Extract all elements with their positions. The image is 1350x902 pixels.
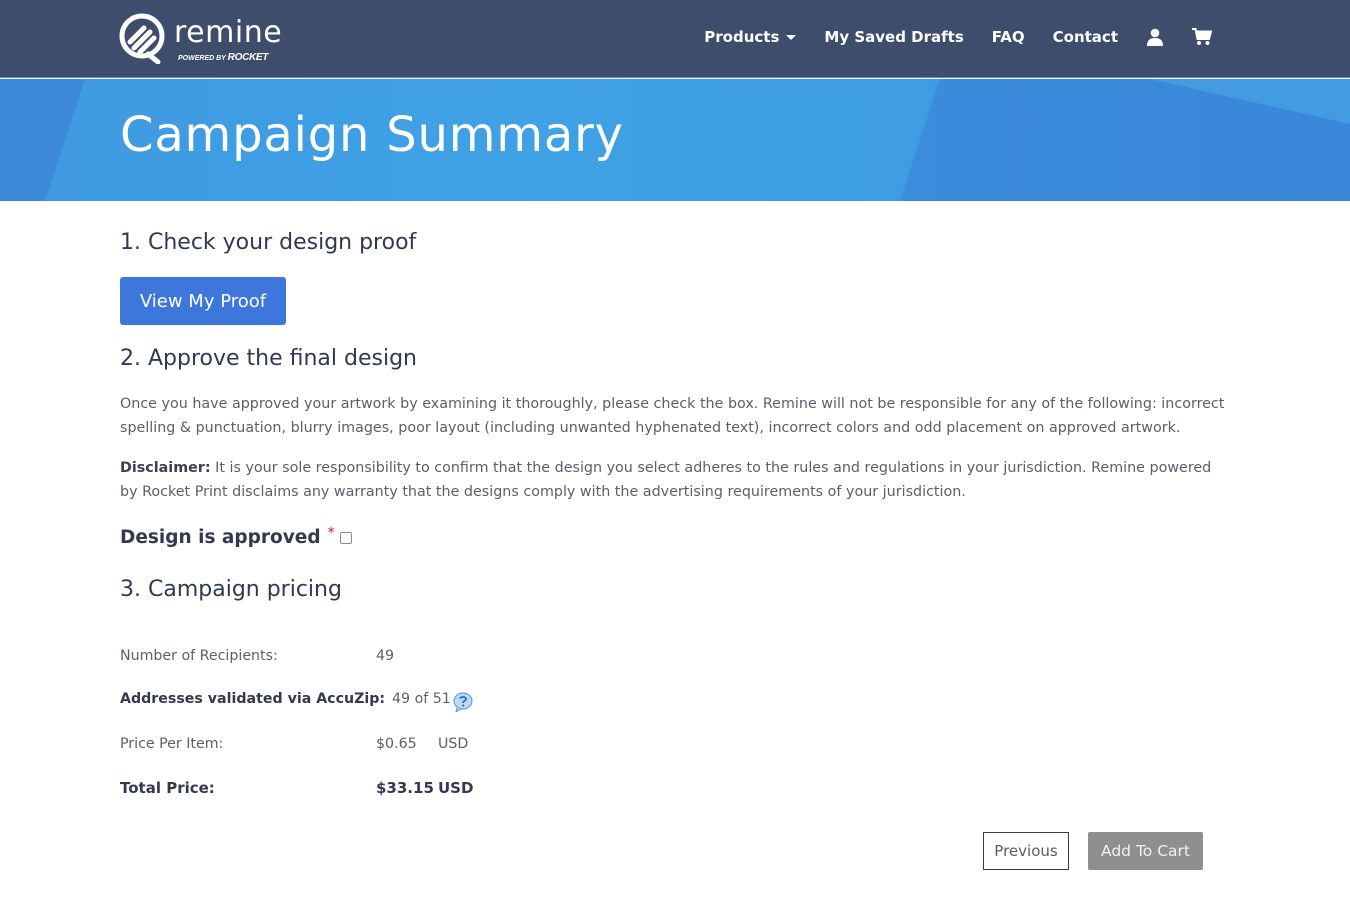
step1-heading: 1. Check your design proof bbox=[120, 230, 417, 255]
disclaimer-text bbox=[120, 456, 1230, 504]
price-per-item-currency: USD bbox=[438, 736, 469, 752]
disclaimer-label: Disclaimer: bbox=[120, 460, 211, 476]
user-icon[interactable] bbox=[1145, 27, 1165, 47]
step2-heading: 2. Approve the final design bbox=[120, 346, 417, 371]
validated-value: 49 of 51 bbox=[392, 691, 451, 707]
approval-instructions: Once you have approved your artwork by examining it thoroughly, please check the box. Remine will not be responsible for any of the following: incorrect spelling & punctuation, blurry images, poor layout (including unwanted hyphenated text), incorrect colors and odd placement on approved artwork. bbox=[120, 396, 1225, 436]
logo-powered-by: POWERED BY bbox=[178, 55, 226, 62]
help-icon[interactable] bbox=[452, 692, 474, 712]
nav-contact[interactable]: Contact bbox=[1052, 28, 1118, 46]
recipients-row bbox=[120, 648, 395, 664]
nav-products-label: Products bbox=[704, 28, 780, 46]
nav-products-dropdown[interactable] bbox=[704, 28, 796, 46]
cart-icon[interactable] bbox=[1192, 27, 1212, 47]
validated-label: Addresses validated via AccuZip: bbox=[120, 691, 386, 707]
recipients-value: 49 bbox=[376, 648, 395, 664]
total-price-label: Total Price: bbox=[120, 779, 215, 797]
previous-button[interactable]: Previous bbox=[983, 832, 1069, 870]
design-approved-field bbox=[120, 524, 352, 548]
main-nav bbox=[676, 27, 1212, 47]
nav-saved-drafts[interactable]: My Saved Drafts bbox=[824, 28, 964, 46]
validated-row bbox=[120, 691, 451, 707]
design-approved-checkbox[interactable] bbox=[340, 532, 352, 544]
price-per-item-row bbox=[120, 736, 469, 752]
add-to-cart-button[interactable]: Add To Cart bbox=[1088, 832, 1203, 870]
logo-wordmark: remine bbox=[174, 15, 283, 50]
top-navbar bbox=[0, 0, 1350, 78]
total-price-currency: USD bbox=[438, 779, 474, 797]
recipients-label: Number of Recipients: bbox=[120, 648, 278, 664]
total-price-value: $33.15 bbox=[376, 779, 434, 797]
remine-logo[interactable] bbox=[118, 12, 283, 68]
price-per-item-value: $0.65 bbox=[376, 736, 417, 752]
remine-logo-mark-icon bbox=[118, 12, 168, 64]
view-proof-button[interactable]: View My Proof bbox=[120, 277, 286, 325]
chevron-down-icon bbox=[786, 35, 796, 40]
required-asterisk: * bbox=[327, 524, 335, 541]
page-title: Campaign Summary bbox=[120, 107, 624, 163]
logo-tagline bbox=[178, 52, 268, 63]
step3-heading: 3. Campaign pricing bbox=[120, 577, 342, 602]
price-per-item-label: Price Per Item: bbox=[120, 736, 224, 752]
total-price-row bbox=[120, 779, 474, 797]
design-approved-label: Design is approved bbox=[120, 527, 321, 548]
page-hero-banner bbox=[0, 79, 1350, 201]
logo-partner: ROCKET bbox=[227, 52, 269, 63]
nav-faq[interactable]: FAQ bbox=[991, 28, 1025, 46]
disclaimer-body: It is your sole responsibility to confirm that the design you select adheres to the rules and regulations in your jurisdiction. Remine powered by Rocket Print disclaims any warranty that the designs comply with the advertising requirements of your jurisdiction. bbox=[120, 460, 1212, 500]
